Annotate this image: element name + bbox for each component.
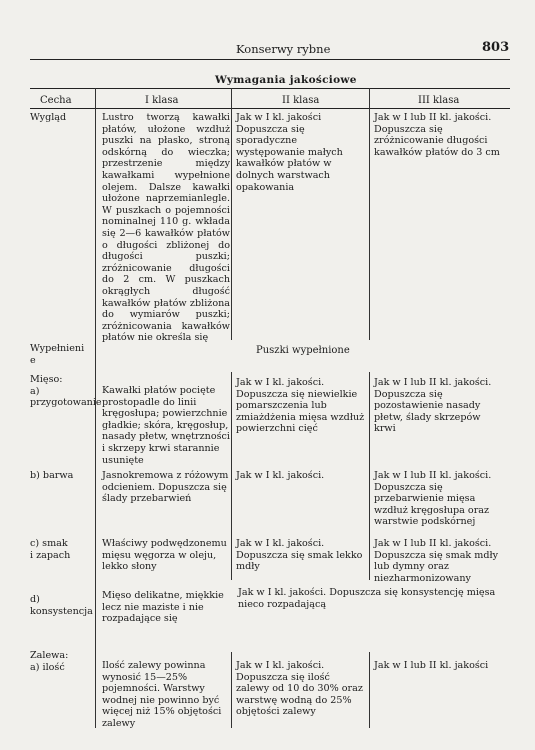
- class-3-requirement: Jak w I lub II kl. jakości. Dopuszcza się zróżnicowanie długości kawałków płatów do 3 cm: [374, 112, 500, 158]
- running-title: Konserwy rybne: [236, 42, 331, 56]
- column-divider: [231, 88, 232, 340]
- class-3-requirement: Jak w I lub II kl. jakości. Dopuszcza się pozostawienie nasady płetw, ślady skrzepów krwi: [374, 377, 492, 435]
- column-divider: [369, 652, 370, 728]
- column-divider: [369, 88, 370, 340]
- class-2-requirement: Jak w I kl. jakości. Dopuszcza się niewielkie pomarszczenia lub zmiażdżenia mięsa wzdłuż powierzchni cięć: [236, 377, 365, 435]
- class-3-requirement: Jak w I lub II kl. jakości. Dopuszcza się smak mdły lub dymny oraz niezharmonizowany: [374, 538, 499, 584]
- merged-requirement: Jak w I kl. jakości. Dopuszcza się konsystencję mięsa nieco rozpadającą: [238, 587, 496, 610]
- page-number: 803: [482, 40, 510, 55]
- column-divider: [369, 372, 370, 580]
- section-title: Wymagania jakościowe: [215, 74, 357, 86]
- feature-label: d) konsystencja: [30, 594, 93, 617]
- merged-requirement: Puszki wypełnione: [256, 345, 350, 356]
- feature-label: Wypełnienie: [30, 343, 85, 366]
- feature-label: Zalewa: a) ilość: [30, 650, 69, 673]
- class-1-requirement: Jasnokremowa z różowym odcieniem. Dopuszcza się ślady przebarwień: [102, 470, 229, 505]
- column-header-class-1: I klasa: [145, 95, 179, 106]
- class-2-requirement: Jak w I kl. jakości Dopuszcza się sporadyczne występowanie małych kawałków płatów w dolnych warstwach opakowania: [236, 112, 343, 193]
- feature-label: c) smak i zapach: [30, 538, 71, 561]
- feature-label: Wygląd: [30, 112, 67, 123]
- table-top-rule: [30, 88, 510, 89]
- class-3-requirement: Jak w I lub II kl. jakości. Dopuszcza się przebarwienie mięsa wzdłuż kręgosłupa oraz warstwie podskórnej: [374, 470, 492, 528]
- class-1-requirement: Kawałki płatów pocięte prostopadle do linii kręgosłupa; powierzchnie gładkie; skóra, kręgosłup, nasady płetw, wnętrzności i skrzepy krwi starannie usunięte: [102, 385, 230, 466]
- class-1-requirement: Właściwy podwędzonemu mięsu węgorza w oleju, lekko słony: [102, 538, 227, 573]
- class-2-requirement: Jak w I kl. jakości. Dopuszcza się ilość zalewy od 10 do 30% oraz warstwę wodną do 25% objętości zalewy: [236, 660, 363, 718]
- column-header-class-2: II klasa: [282, 95, 320, 106]
- feature-label: b) barwa: [30, 470, 74, 481]
- class-2-requirement: Jak w I kl. jakości.: [236, 470, 325, 481]
- column-divider: [231, 652, 232, 728]
- class-2-requirement: Jak w I kl. jakości. Dopuszcza się smak lekko mdły: [236, 538, 363, 573]
- class-1-requirement: Lustro tworzą kawałki płatów, ułożone wzdłuż puszki na płasko, stroną odskórną do wieczka; przestrzenie między kawałkami wypełnione olejem. Dalsze kawałki ułożone naprzemianlegle. W puszkach o pojemności nominalnej 110 g. wkłada się 2—6 kawałków płatów o długości zbliżonej do długości puszki; zróżnicowanie długości do 2 cm. W puszkach okrągłych długość kawałków płatów zbliżona do wymiarów puszki; zróżnicowania kawałków płatów nie określa się: [102, 112, 230, 344]
- class-1-requirement: Mięso delikatne, miękkie lecz nie maziste i nie rozpadające się: [102, 590, 224, 625]
- header-rule: [30, 59, 510, 60]
- column-divider: [95, 88, 96, 728]
- column-header-feature: Cecha: [40, 95, 72, 106]
- column-header-class-3: III klasa: [418, 95, 460, 106]
- class-1-requirement: Ilość zalewy powinna wynosić 15—25% pojemności. Warstwy wodnej nie powinno być więcej niż 15% objętości zalewy: [102, 660, 222, 729]
- table-header-rule: [30, 108, 510, 109]
- feature-label: Mięso: a) przygotowanie: [30, 374, 102, 409]
- column-divider: [231, 372, 232, 580]
- class-3-requirement: Jak w I lub II kl. jakości: [374, 660, 489, 671]
